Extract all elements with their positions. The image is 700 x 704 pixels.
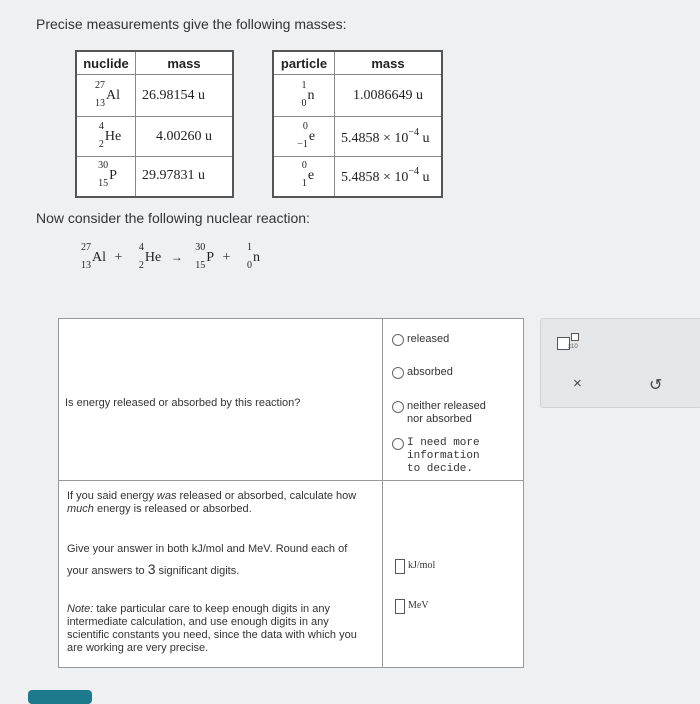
- table2-particle-electron: 0 −1 e: [273, 117, 335, 157]
- table1-nuclide-al: 27 13 Al: [76, 75, 136, 117]
- superscript-box-icon: [571, 333, 579, 341]
- radio-released[interactable]: [392, 334, 404, 346]
- question-rounding-instructions: Give your answer in both kJ/mol and MeV. Round each of your answers to 3 significant digits.: [67, 543, 348, 577]
- question-energy-direction: Is energy released or absorbed by this reaction?: [65, 397, 301, 409]
- table1-mass-he: 4.00260 u: [136, 117, 234, 157]
- table2-header-particle: particle: [273, 51, 335, 75]
- question-note: Note: take particular care to keep enough digits in any intermediate calculation, and use enough digits in any scientific constants you need, since the data with which you are working are very precise.: [67, 603, 357, 654]
- radio-absorbed[interactable]: [392, 367, 404, 379]
- option-need-info-label: I need more information to decide.: [407, 437, 480, 475]
- option-neither-label: neither released nor absorbed: [407, 400, 486, 425]
- product-p: 30 15 P: [195, 242, 215, 271]
- x10-label: x10: [568, 344, 578, 350]
- reactant-he: 4 2 He: [138, 242, 162, 271]
- table1-nuclide-p: 30 15 P: [76, 157, 136, 197]
- radio-neither[interactable]: [392, 401, 404, 413]
- divider-vertical: [382, 319, 383, 667]
- answer-toolbar: [540, 318, 700, 408]
- table2-mass-neutron: 1.0086649 u: [335, 75, 443, 117]
- table2-mass-electron: $5.4858 \times 10^{-4}$ u: [335, 117, 443, 157]
- nuclide-mass-table: [75, 50, 234, 198]
- bottom-action-button[interactable]: [28, 690, 92, 704]
- table2-particle-positron: 0 1 e: [273, 157, 335, 197]
- kjmol-answer-input[interactable]: [395, 559, 405, 574]
- table1-nuclide-he: 4 2 He: [76, 117, 136, 157]
- question-box: [58, 318, 524, 668]
- option-absorbed-label: absorbed: [407, 366, 453, 378]
- plus-sign: +: [114, 250, 123, 265]
- radio-need-info[interactable]: [392, 438, 404, 450]
- particle-mass-table: [272, 50, 443, 198]
- reactant-al: 27 13 Al: [81, 242, 106, 271]
- kjmol-unit-label: kJ/mol: [408, 560, 436, 571]
- table1-mass-al: 26.98154 u: [136, 75, 234, 117]
- table1-header-nuclide: nuclide: [76, 51, 136, 75]
- table1-header-mass: mass: [136, 51, 234, 75]
- question-energy-amount: If you said energy was released or absorbed, calculate how much energy is released or absorbed.: [67, 490, 357, 515]
- undo-button[interactable]: ↺: [649, 377, 663, 394]
- intro-text: Precise measurements give the following masses:: [36, 16, 347, 32]
- table2-header-mass: mass: [335, 51, 443, 75]
- reaction-arrow-icon: →: [170, 250, 183, 264]
- divider-horizontal: [59, 480, 523, 481]
- plus-sign: +: [222, 250, 231, 265]
- table2-particle-neutron: 1 0 n: [273, 75, 335, 117]
- product-n: 1 0 n: [246, 242, 260, 271]
- clear-button[interactable]: ×: [573, 375, 582, 392]
- mev-unit-label: MeV: [408, 600, 429, 611]
- option-released-label: released: [407, 333, 450, 345]
- table1-mass-p: 29.97831 u: [136, 157, 234, 197]
- table2-mass-positron: $5.4858 \times 10^{-4}$ u: [335, 157, 443, 197]
- nuclear-reaction-equation: [78, 242, 260, 271]
- mev-answer-input[interactable]: [395, 599, 405, 614]
- reaction-intro-text: Now consider the following nuclear reaction:: [36, 210, 310, 226]
